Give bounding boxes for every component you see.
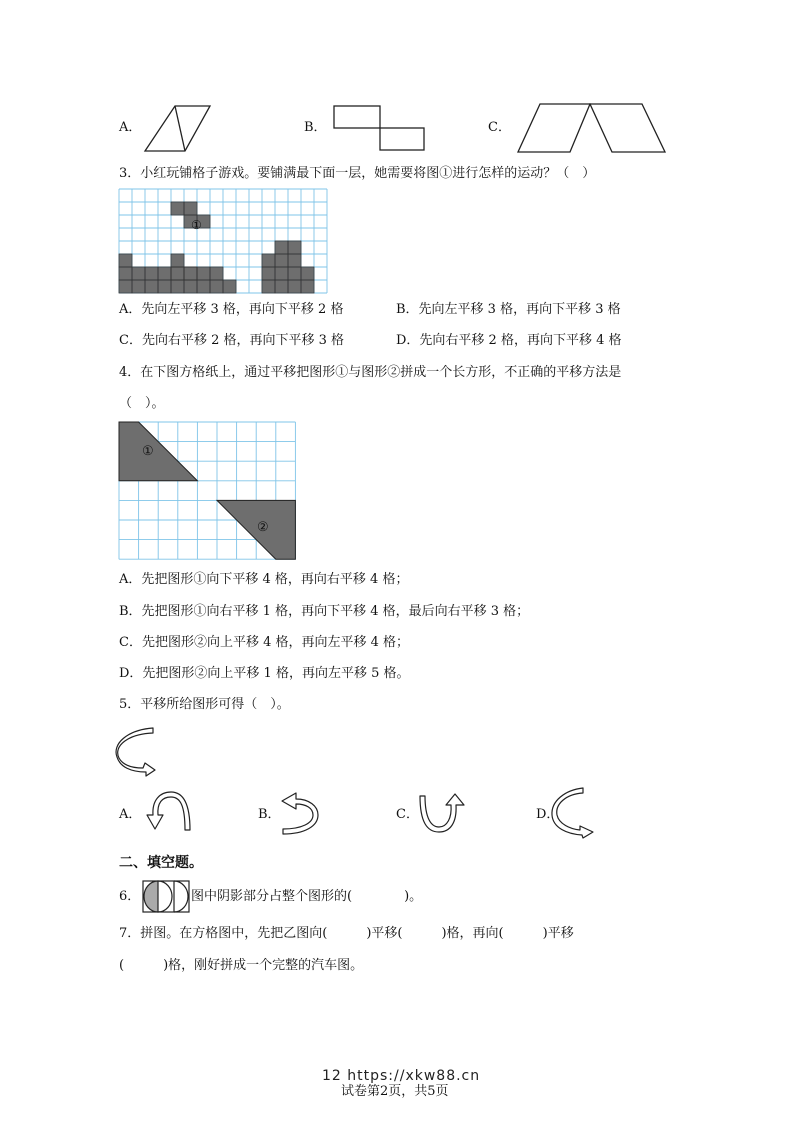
q2-option-b-label: B． — [304, 120, 327, 135]
q5-option-c-label: C． — [396, 807, 419, 822]
q7-line2: ( )格，刚好拼成一个完整的汽车图。 — [119, 958, 364, 973]
q2-option-c-label: C． — [488, 120, 511, 135]
watermark: 12 https://xkw88.cn — [322, 1068, 481, 1084]
q4-option-d: D．先把图形②向上平移 1 格，再向左平移 5 格。 — [119, 666, 410, 681]
q4-option-b: B．先把图形①向右平移 1 格，再向下平移 4 格，最后向右平移 3 格； — [119, 604, 530, 619]
q5-option-b-label: B． — [258, 807, 281, 822]
q3-option-c: C．先向右平移 2 格，再向下平移 3 格 — [119, 333, 345, 348]
q4-mark-2: ② — [257, 520, 269, 535]
q4-stem-line2: （ ）。 — [119, 396, 165, 411]
q4-mark-1: ① — [142, 444, 154, 459]
page-footer: 试卷第2页，共5页 — [341, 1084, 449, 1099]
q6-prefix: 6． — [119, 889, 141, 904]
q2-option-a-label: A． — [119, 120, 142, 135]
q3-option-b: B．先向左平移 3 格，再向下平移 3 格 — [396, 302, 621, 317]
q3-option-d: D．先向右平移 2 格，再向下平移 4 格 — [396, 333, 622, 348]
q4-stem-line1: 4．在下图方格纸上，通过平移把图形①与图形②拼成一个长方形，不正确的平移方法是 — [119, 365, 622, 380]
q5-option-d-label: D． — [536, 807, 560, 822]
q5-option-a-label: A． — [119, 807, 142, 822]
q6-text: 图中阴影部分占整个图形的( )。 — [191, 889, 423, 904]
section-2-title: 二、填空题。 — [119, 855, 203, 871]
q7-line1: 7．拼图。在方格图中，先把乙图向( )平移( )格，再向( )平移 — [119, 926, 574, 941]
q5-stem: 5．平移所给图形可得（ ）。 — [119, 697, 290, 712]
q4-option-c: C．先把图形②向上平移 4 格，再向左平移 4 格； — [119, 635, 410, 650]
q3-option-a: A．先向左平移 3 格，再向下平移 2 格 — [119, 302, 344, 317]
q3-stem: 3．小红玩铺格子游戏。要铺满最下面一层，她需要将图①进行怎样的运动？（ ） — [119, 166, 596, 181]
q4-option-a: A．先把图形①向下平移 4 格，再向右平移 4 格； — [119, 572, 409, 587]
q3-figure-mark: ① — [191, 218, 202, 232]
